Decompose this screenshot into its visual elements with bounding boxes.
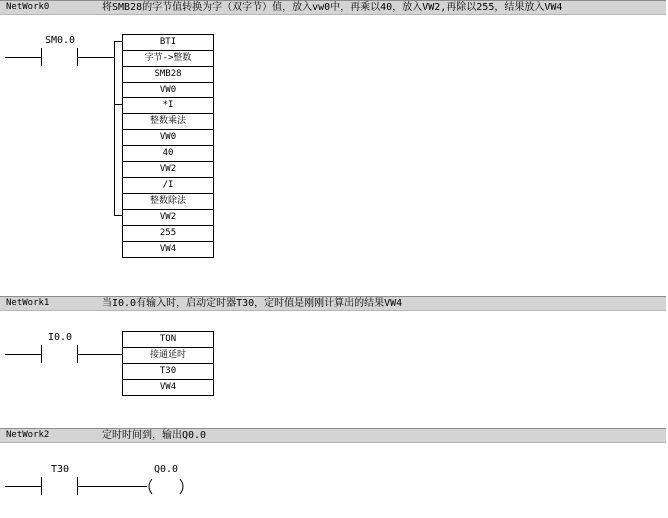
box-description: 接通延时 (123, 348, 213, 364)
box-operand[interactable]: SMB28 (123, 67, 213, 83)
network-2-header[interactable] (0, 428, 666, 443)
bti-box[interactable] (122, 34, 214, 99)
box-description: 整数乘法 (123, 114, 213, 130)
coil-left-arc (149, 479, 152, 494)
network-0-label: NetWork0 (6, 2, 50, 12)
network-2-label: NetWork2 (6, 430, 50, 440)
network-2-comment: 定时时间到，输出Q0.0 (102, 430, 207, 441)
box-title: /I (123, 178, 213, 194)
div-i-box[interactable] (122, 177, 214, 258)
ton-box[interactable] (122, 331, 214, 396)
box-description: 字节->整数 (123, 51, 213, 67)
box-operand[interactable]: 255 (123, 226, 213, 242)
contact-sm0-0[interactable]: SM0.0 (44, 35, 76, 46)
box-title: *I (123, 98, 213, 114)
box-operand[interactable]: 40 (123, 146, 213, 162)
contact-i0-0[interactable]: I0.0 (47, 332, 73, 343)
network-0-comment: 将SMB28的字节值转换为字（双字节）值，放入vw0中，再乘以40，放入VW2,再除以255，结果放入VW4 (102, 2, 563, 13)
box-operand[interactable]: VW0 (123, 130, 213, 146)
box-operand[interactable]: T30 (123, 364, 213, 380)
network-0-rung (5, 41, 122, 216)
box-operand[interactable]: VW2 (123, 210, 213, 226)
box-operand[interactable]: VW2 (159, 164, 177, 174)
box-description: 整数除法 (123, 194, 213, 210)
network-2-rung (5, 477, 183, 495)
box-operand[interactable]: VW4 (159, 244, 177, 254)
box-title: TON (123, 332, 213, 348)
network-1-header[interactable] (0, 296, 666, 311)
network-1-label: NetWork1 (6, 298, 50, 308)
box-title: BTI (123, 35, 213, 51)
network-1-comment: 当I0.0有输入时，启动定时器T30，定时值是刚刚计算出的结果VW4 (102, 298, 403, 309)
mul-i-box[interactable] (122, 97, 214, 178)
network-1-rung (5, 345, 122, 363)
coil-right-arc (180, 479, 183, 494)
box-operand[interactable]: VW4 (159, 382, 177, 392)
box-operand[interactable]: VW0 (159, 85, 177, 95)
contact-t30[interactable]: T30 (50, 464, 70, 475)
coil-q0-0[interactable]: Q0.0 (153, 464, 179, 475)
